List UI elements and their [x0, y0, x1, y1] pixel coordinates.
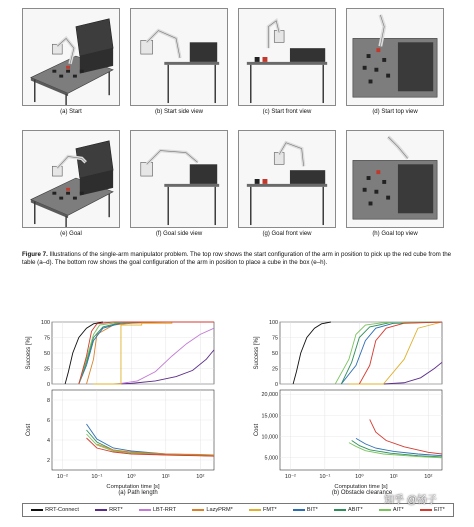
legend-item	[139, 507, 176, 513]
legend-item	[192, 507, 232, 513]
legend-swatch	[334, 509, 346, 511]
figure-caption	[22, 251, 454, 267]
obstacle-clearance-caption: (b) Obstacle clearance	[331, 490, 393, 496]
panel-caption: (h) Goal top view	[372, 231, 418, 237]
left-cost-x-tick: 10⁻²	[56, 474, 68, 480]
legend-item	[31, 507, 79, 513]
obstacle-clearance-svg	[250, 320, 450, 490]
panel-caption: (e) Goal	[60, 231, 82, 237]
left-success-y-tick: 0	[47, 382, 50, 388]
panel-5	[22, 130, 120, 228]
left-cost-x-tick: 10²	[196, 474, 205, 480]
panel-caption: (g) Goal front view	[262, 231, 312, 237]
legend-item	[95, 507, 123, 513]
panel-caption: (f) Goal side view	[155, 231, 203, 237]
legend-label: RRT*	[109, 507, 123, 513]
panel-7	[238, 130, 336, 228]
left-success-y-tick: 100	[41, 320, 50, 326]
legend-item	[420, 507, 445, 513]
scene-iso	[23, 9, 119, 105]
right-success-y-tick: 25	[272, 366, 278, 373]
legend-label: BIT*	[306, 507, 318, 513]
left-success-y-tick: 50	[44, 351, 50, 357]
legend-swatch	[95, 509, 107, 511]
left-cost-y-tick: 8	[47, 398, 50, 404]
left-success-y-tick: 25	[44, 366, 50, 373]
right-cost-axes-frame	[280, 390, 442, 470]
panel-4	[346, 8, 444, 106]
panel-2	[130, 8, 228, 106]
left-cost-axes-frame	[52, 390, 214, 470]
right-success-y-tick: 75	[272, 335, 278, 342]
legend-item	[249, 507, 277, 513]
figure-label: Figure 7.	[22, 251, 48, 258]
panel-1	[22, 8, 120, 106]
watermark: 知乎 @杨子	[384, 495, 437, 506]
right-cost-x-tick: 10¹	[389, 474, 398, 480]
legend-label: FMT*	[263, 507, 277, 513]
right-success-y-tick: 50	[272, 351, 278, 357]
right-success-y-tick: 0	[275, 382, 278, 388]
scene-front	[239, 131, 335, 227]
legend-label: EIT*	[433, 507, 445, 513]
scene-iso	[23, 131, 119, 227]
legend-swatch	[293, 509, 305, 511]
legend-swatch	[139, 509, 151, 511]
left-cost-x-tick: 10¹	[161, 474, 170, 480]
legend-swatch	[249, 509, 261, 511]
legend-swatch	[420, 509, 432, 511]
left-x-label: Computation time [s]	[106, 484, 160, 490]
panel-caption: (c) Start front view	[262, 109, 312, 115]
legend-item	[379, 507, 404, 513]
panel-caption: (a) Start	[60, 109, 82, 115]
left-cost-y-tick: 2	[47, 458, 50, 464]
right-cost-y-tick: 20,000	[261, 392, 278, 399]
right-cost-x-tick: 10⁻²	[284, 474, 296, 480]
obstacle-clearance-plots	[250, 320, 450, 490]
scene-top	[347, 9, 443, 105]
legend-item	[334, 507, 363, 513]
legend-label: ABIT*	[348, 507, 363, 513]
panel-6	[130, 130, 228, 228]
panel-8	[346, 130, 444, 228]
left-cost-x-tick: 10⁰	[127, 474, 136, 480]
path-length-caption: (a) Path length	[118, 490, 158, 496]
left-cost-y-tick: 4	[47, 438, 50, 444]
left-cost-y-label: Cost	[26, 423, 32, 437]
legend-swatch	[379, 509, 391, 511]
path-length-plots	[22, 320, 222, 490]
left-cost-x-tick: 10⁻¹	[91, 474, 103, 480]
legend-label: LBT-RRT	[152, 507, 177, 513]
legend-label: RRT-Connect	[45, 507, 79, 513]
right-cost-y-tick: 5,000	[264, 455, 278, 462]
left-cost-y-tick: 6	[47, 418, 50, 424]
scene-front	[239, 9, 335, 105]
figure-caption-text: Illustrations of the single-arm manipulator problem. The top row shows the start configuration of the arm in position to pick up the red cube from the table (a–d). The bottom row shows the goal configuration of the arm in position to place a cube in the box (e–h).	[22, 251, 452, 267]
panel-3	[238, 8, 336, 106]
scene-side	[131, 131, 227, 227]
right-cost-x-tick: 10²	[424, 474, 433, 480]
legend-swatch	[192, 509, 204, 511]
panel-caption: (d) Start top view	[372, 109, 418, 115]
right-cost-x-tick: 10⁻¹	[319, 474, 331, 480]
scene-side	[131, 9, 227, 105]
right-success-y-tick: 100	[269, 320, 278, 326]
left-success-y-label: Success [%]	[26, 336, 32, 370]
right-cost-y-tick: 15,000	[261, 413, 278, 420]
right-cost-y-tick: 10,000	[261, 434, 278, 441]
right-cost-y-label: Cost	[254, 423, 260, 437]
right-x-label: Computation time [s]	[334, 484, 388, 490]
right-cost-x-tick: 10⁰	[355, 474, 364, 480]
left-success-y-tick: 75	[44, 335, 50, 342]
path-length-svg	[22, 320, 222, 490]
panel-caption: (b) Start side view	[154, 109, 203, 115]
legend-item	[293, 507, 318, 513]
legend-swatch	[31, 509, 43, 511]
legend-label: LazyPRM*	[206, 507, 233, 513]
right-success-y-label: Success [%]	[254, 336, 260, 370]
scene-top	[347, 131, 443, 227]
legend-label: AIT*	[392, 507, 404, 513]
